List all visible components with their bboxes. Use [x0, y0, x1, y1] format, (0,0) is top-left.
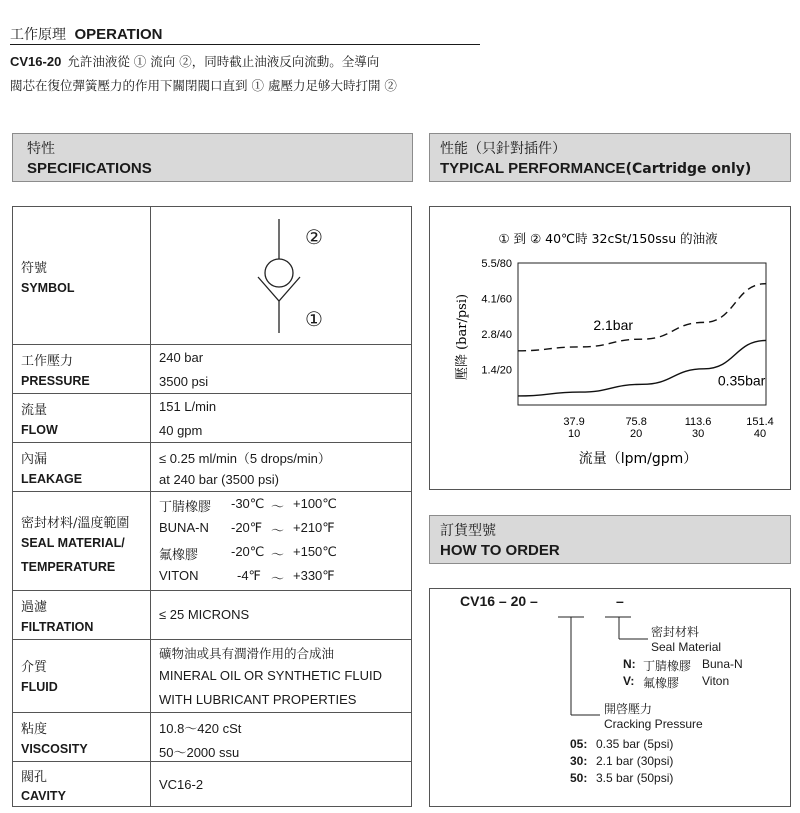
fluid-value-zh: 礦物油或具有潤滑作用的合成油 [159, 646, 335, 661]
seal-label-en1: SEAL MATERIAL/ [21, 536, 125, 550]
seal-option-code: N: [623, 657, 636, 671]
pressure-label-en: PRESSURE [21, 374, 90, 388]
seal-item-sep: ～ [271, 547, 285, 562]
seal-item-name: 丁腈橡膠 [159, 500, 212, 515]
fluid-value-en1: MINERAL OIL OR SYNTHETIC FLUID [159, 668, 382, 683]
operation-model: CV16-20 [10, 54, 62, 69]
seal-item-name: VITON [159, 568, 199, 583]
spec-label-cell [13, 443, 151, 491]
pressure-value-bar: 240 bar [159, 350, 204, 365]
filtration-label-en: FILTRATION [21, 620, 94, 634]
pressure-value-psi: 3500 psi [159, 374, 209, 389]
flow-value-gpm: 40 gpm [159, 423, 203, 438]
seal-label-en2: TEMPERATURE [21, 560, 116, 574]
fluid-label-zh: 介質 [21, 660, 48, 675]
cavity-value: VC16-2 [159, 777, 204, 792]
performance-header-en-suffix: (Cartridge only) [625, 161, 752, 177]
leakage-label-zh: 內漏 [21, 452, 48, 467]
spec-row-filtration [13, 590, 411, 639]
y-tick-label: 1.4/20 [481, 364, 512, 377]
flow-value-lmin: 151 L/min [159, 399, 217, 414]
seal-item [159, 568, 409, 592]
port-2-label: ② [305, 225, 323, 249]
spec-row-fluid [13, 639, 411, 712]
seal-item-name: BUNA-N [159, 520, 209, 535]
operation-text-line2: 閥芯在復位彈簧壓力的作用下關閉閥口直到 ① 處壓力足够大時打開 ② [10, 78, 397, 93]
leakage-label-en: LEAKAGE [21, 472, 83, 486]
spec-row-viscosity [13, 712, 411, 761]
viscosity-label-en: VISCOSITY [21, 742, 88, 756]
spec-table [12, 206, 412, 807]
performance-header-en [440, 160, 751, 177]
symbol-label-en: SYMBOL [21, 281, 75, 295]
seal-option-code: V: [623, 674, 635, 688]
viscosity-label-zh: 粘度 [21, 722, 48, 737]
spec-label-cell [13, 345, 151, 393]
seal-item-high: +330℉ [293, 568, 335, 583]
x-tick-label-lpm: 113.6 [684, 416, 712, 428]
performance-chart-box [429, 206, 791, 490]
operation-line1-text: 允許油液從 ① 流向 ②，同時截止油液反向流動。全導向 [67, 54, 380, 69]
series-label: 0.35bar [717, 372, 766, 389]
x-tick-label-gpm: 30 [691, 428, 705, 440]
spec-row-leakage [13, 442, 411, 491]
seal-item-high: +150℃ [293, 544, 337, 559]
seal-item [159, 496, 409, 520]
seal-option-zh: 氟橡膠 [643, 676, 680, 690]
order-header [429, 515, 791, 564]
leakage-value: ≤ 0.25 ml/min（5 drops/min） [159, 451, 331, 466]
port-1-label: ① [305, 307, 323, 331]
pressure-label-zh: 工作壓力 [21, 354, 74, 369]
fluid-label-en: FLUID [21, 680, 58, 694]
cavity-label-zh: 閥孔 [21, 770, 48, 785]
spec-label-cell [13, 713, 151, 761]
flow-label-en: FLOW [21, 423, 58, 437]
crack-option-value: 2.1 bar (30psi) [596, 754, 674, 768]
seal-item-name: 氟橡膠 [159, 548, 199, 563]
spec-row-cavity [13, 761, 411, 806]
operation-title-zh: 工作原理 [10, 27, 66, 43]
y-tick-label: 2.8/40 [481, 329, 512, 341]
spec-row-pressure [13, 344, 411, 393]
check-valve-symbol [243, 217, 353, 337]
y-tick-label: 4.1/60 [481, 293, 512, 306]
order-code-prefix: CV16 – 20 – [460, 593, 538, 609]
specs-header-en: SPECIFICATIONS [27, 160, 152, 177]
crack-option-value: 3.5 bar (50psi) [596, 771, 674, 785]
spec-label-cell [13, 394, 151, 442]
seal-item-sep: ～ [271, 523, 285, 538]
performance-header [429, 133, 791, 182]
spec-row-flow [13, 393, 411, 442]
operation-rule [10, 44, 480, 45]
viscosity-value-ssu: 50～2000 ssu [159, 745, 240, 760]
seal-item [159, 544, 409, 568]
fluid-value-en2: WITH LUBRICANT PROPERTIES [159, 692, 357, 707]
operation-text-line1 [10, 52, 379, 70]
filtration-label-zh: 過濾 [21, 600, 48, 615]
crack-option-code: 30: [570, 754, 588, 768]
symbol-label-zh: 符號 [21, 261, 48, 276]
seal-item-low: -4℉ [237, 568, 261, 583]
seal-item-low: -20℃ [231, 544, 265, 559]
seal-item [159, 520, 409, 544]
seal-item-sep: ～ [271, 499, 285, 514]
seal-item-high: +210℉ [293, 520, 335, 535]
seal-temperature-list [159, 496, 409, 592]
spec-label-cell [13, 762, 151, 806]
spec-label-cell [13, 591, 151, 639]
x-tick-label-lpm: 75.8 [625, 416, 647, 428]
y-axis-label: 壓降 (bar/psi) [455, 293, 470, 381]
chart-title: ① 到 ② 40℃時 32cSt/150ssu 的油液 [498, 231, 718, 246]
seal-option-zh: 丁腈橡膠 [643, 659, 692, 673]
cracking-pressure-label-en: Cracking Pressure [604, 717, 703, 731]
x-tick-label-lpm: 151.4 [746, 416, 774, 428]
viscosity-value-cst: 10.8～420 cSt [159, 721, 242, 736]
spec-row-symbol [13, 207, 411, 344]
x-tick-label-lpm: 37.9 [563, 416, 585, 428]
spec-label-cell [13, 207, 151, 344]
crack-option-value: 0.35 bar (5psi) [596, 737, 674, 751]
x-tick-label-gpm: 40 [753, 428, 767, 440]
crack-option-code: 50: [570, 771, 588, 785]
specs-header [12, 133, 413, 182]
seal-item-low: -20℉ [231, 520, 263, 535]
seal-item-low: -30℃ [231, 496, 265, 511]
order-code-suffix: – [616, 593, 624, 609]
spec-label-cell [13, 492, 151, 590]
performance-header-en-main: TYPICAL PERFORMANCE [440, 160, 626, 177]
order-header-zh: 訂貨型號 [440, 523, 496, 539]
seal-option-en: Viton [702, 674, 730, 688]
performance-chart [430, 207, 790, 489]
order-box [429, 588, 791, 807]
operation-title-en: OPERATION [74, 26, 163, 43]
performance-header-zh: 性能（只針對插件） [440, 141, 566, 157]
seal-option-en: Buna-N [702, 657, 743, 671]
cracking-pressure-label-zh: 開啓壓力 [604, 702, 653, 716]
crack-option-code: 05: [570, 737, 588, 751]
operation-title [10, 24, 163, 44]
seal-item-high: +100℃ [293, 496, 337, 511]
spec-label-cell [13, 640, 151, 712]
seal-label-zh: 密封材料/溫度範圍 [21, 516, 130, 531]
flow-label-zh: 流量 [21, 403, 48, 418]
x-axis-label: 流量（lpm/gpm） [578, 451, 698, 467]
seal-material-label-en: Seal Material [651, 640, 722, 654]
x-tick-label-gpm: 10 [567, 428, 581, 440]
seal-item-sep: ～ [271, 571, 285, 586]
series-line-21bar [518, 284, 766, 351]
leakage-condition: at 240 bar (3500 psi) [159, 472, 279, 487]
series-label: 2.1bar [593, 317, 634, 334]
filtration-value: ≤ 25 MICRONS [159, 607, 250, 622]
specs-header-zh: 特性 [27, 141, 55, 157]
cavity-label-en: CAVITY [21, 789, 66, 803]
spec-row-seal [13, 491, 411, 590]
seal-material-label-zh: 密封材料 [651, 625, 700, 639]
order-header-en: HOW TO ORDER [440, 542, 560, 559]
y-tick-label: 5.5/80 [481, 258, 512, 270]
x-tick-label-gpm: 20 [630, 428, 643, 440]
